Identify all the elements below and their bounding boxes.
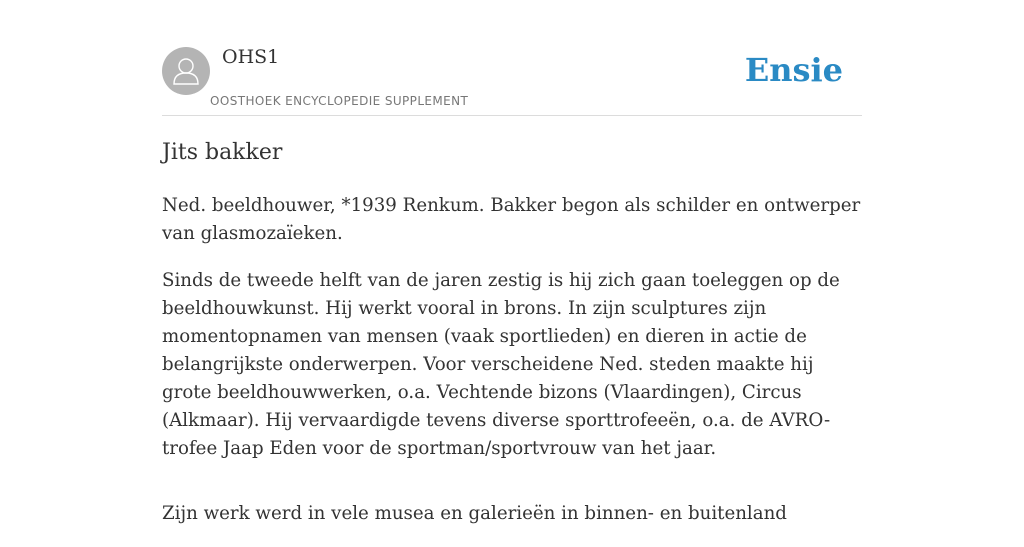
entry-body — [162, 192, 862, 547]
entry-header — [162, 0, 862, 116]
author-name[interactable]: OHS1 — [222, 46, 280, 68]
ensie-logo[interactable]: Ensie — [744, 51, 843, 89]
paragraph: Zijn werk werd in vele musea en galerieën in binnen- en buitenland — [162, 503, 787, 524]
user-silhouette-icon — [162, 47, 210, 95]
entry-title: Jits bakker — [162, 140, 283, 165]
paragraph: Sinds de tweede helft van de jaren zestig is hij zich gaan toeleggen op de beeldhouwkunst. Hij werkt vooral in brons. In zijn sculptures zijn momentopnamen van mensen (vaak sportlieden) en dieren in actie de belangrijkste onderwerpen. Voor verscheidene Ned. steden maakte hij grote beeldhouwwerken, o.a. Vechtende bizons (Vlaardingen), Circus (Alkmaar). Hij vervaardigde tevens diverse sporttrofeeën, o.a. de AVRO-trofee Jaap Eden voor de sportman/sportvrouw van het jaar. — [162, 270, 840, 459]
page — [162, 0, 862, 524]
paragraph: Ned. beeldhouwer, *1939 Renkum. Bakker begon als schilder en ontwerper van glasmozaïeken. — [162, 195, 861, 244]
source-name[interactable]: OOSTHOEK ENCYCLOPEDIE SUPPLEMENT — [210, 94, 469, 108]
author-avatar[interactable] — [162, 47, 210, 95]
